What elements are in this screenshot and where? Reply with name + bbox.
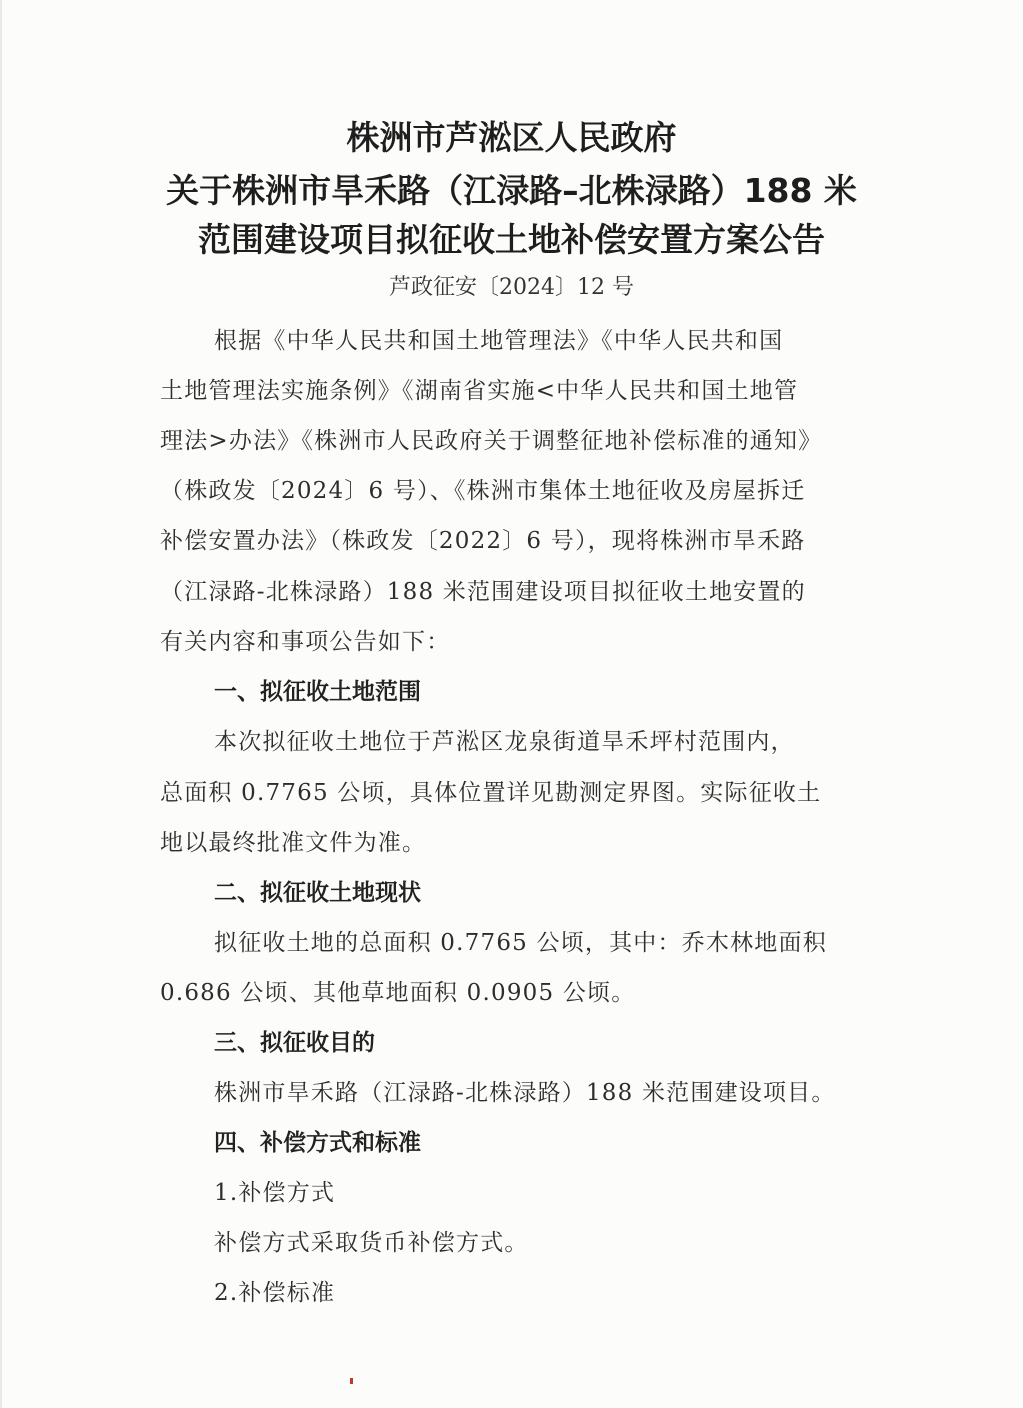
section-heading: 二、拟征收土地现状 xyxy=(214,880,421,906)
section-heading: 一、拟征收土地范围 xyxy=(214,679,421,705)
subsection-title: 2.补偿标准 xyxy=(214,1280,336,1306)
intro-line: （株政发〔2024〕6 号）、《株洲市集体土地征收及房屋拆迁 xyxy=(160,478,806,504)
section-line: 拟征收土地的总面积 0.7765 公顷，其中：乔木林地面积 xyxy=(214,930,827,956)
title-line-1: 株洲市芦淞区人民政府 xyxy=(346,118,677,157)
intro-line: 理法>办法》《株洲市人民政府关于调整征地补偿标准的通知》 xyxy=(160,428,823,454)
intro-line: 补偿安置办法》（株政发〔2022〕6 号），现将株洲市旱禾路 xyxy=(160,528,806,554)
section-line: 0.686 公顷、其他草地面积 0.0905 公顷。 xyxy=(160,980,636,1006)
section-heading: 三、拟征收目的 xyxy=(214,1030,375,1056)
document-number: 芦政征安〔2024〕12 号 xyxy=(389,275,634,300)
section-line: 株洲市旱禾路（江渌路-北株渌路）188 米范围建设项目。 xyxy=(214,1080,836,1106)
section-line: 本次拟征收土地位于芦淞区龙泉街道旱禾坪村范围内， xyxy=(214,729,795,755)
intro-line: （江渌路-北株渌路）188 米范围建设项目拟征收土地安置的 xyxy=(160,579,806,605)
subsection-title: 1.补偿方式 xyxy=(214,1180,336,1206)
title-line-2: 关于株洲市旱禾路（江渌路–北株渌路）188 米 xyxy=(166,171,857,210)
title-line-3: 范围建设项目拟征收土地补偿安置方案公告 xyxy=(198,220,825,259)
intro-line: 根据《中华人民共和国土地管理法》《中华人民共和国 xyxy=(214,328,784,354)
intro-line: 有关内容和事项公告如下： xyxy=(160,629,451,655)
section-heading: 四、补偿方式和标准 xyxy=(214,1130,421,1156)
section-line: 补偿方式采取货币补偿方式。 xyxy=(214,1230,529,1256)
scan-mark xyxy=(350,1378,353,1384)
section-line: 总面积 0.7765 公顷，具体位置详见勘测定界图。实际征收土 xyxy=(160,780,822,806)
section-line: 地以最终批准文件为准。 xyxy=(160,830,427,856)
intro-line: 土地管理法实施条例》《湖南省实施<中华人民共和国土地管 xyxy=(160,378,799,404)
